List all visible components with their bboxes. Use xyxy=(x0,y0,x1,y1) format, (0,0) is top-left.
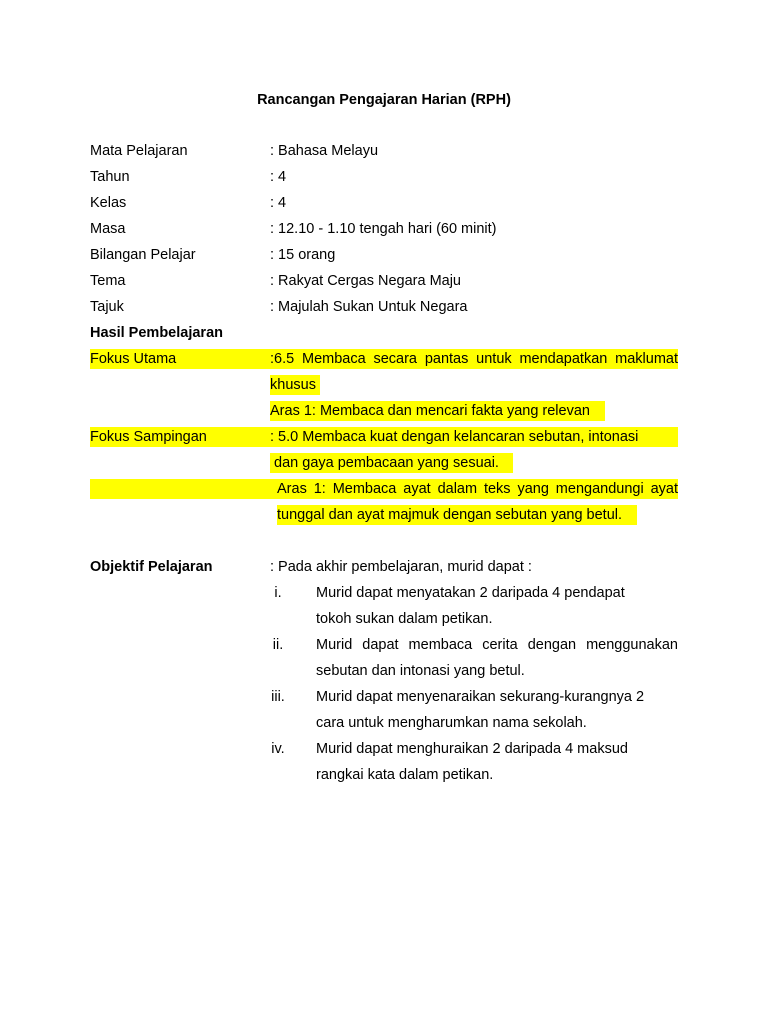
info-value: : 4 xyxy=(270,169,287,185)
info-value: : Majulah Sukan Untuk Negara xyxy=(270,299,468,315)
fokus-sampingan-line1: : 5.0 Membaca kuat dengan kelancaran sebutan, intonasi xyxy=(270,429,639,445)
objective-text-line1: Murid dapat membaca cerita dengan menggunakan xyxy=(316,637,678,653)
info-label: Tahun xyxy=(90,169,130,185)
info-value: : Rakyat Cergas Negara Maju xyxy=(270,273,461,289)
objektif-intro: : Pada akhir pembelajaran, murid dapat : xyxy=(270,559,532,575)
objective-text-line2: tokoh sukan dalam petikan. xyxy=(316,611,493,627)
document-title: Rancangan Pengajaran Harian (RPH) xyxy=(257,92,511,108)
fokus-sampingan-line4: tunggal dan ayat majmuk dengan sebutan yang betul. xyxy=(277,505,637,525)
fokus-sampingan-line2: dan gaya pembacaan yang sesuai. xyxy=(270,453,513,473)
objective-text-line2: cara untuk mengharumkan nama sekolah. xyxy=(316,715,587,731)
objective-text-line2: rangkai kata dalam petikan. xyxy=(316,767,494,783)
info-label: Kelas xyxy=(90,195,127,211)
info-label: Tema xyxy=(90,273,126,289)
objective-text-line2: sebutan dan intonasi yang betul. xyxy=(316,663,525,679)
objective-number: iv. xyxy=(271,741,285,757)
objective-text-line1: Murid dapat menyatakan 2 daripada 4 pendapat xyxy=(316,585,625,601)
info-value: : 4 xyxy=(270,195,287,211)
fokus-utama-line2: khusus xyxy=(270,375,320,395)
fokus-utama-label: Fokus Utama xyxy=(90,351,177,367)
info-label: Mata Pelajaran xyxy=(90,143,188,159)
objektif-label: Objektif Pelajaran xyxy=(90,559,213,575)
info-value: : 15 orang xyxy=(270,247,336,263)
fokus-sampingan-label: Fokus Sampingan xyxy=(90,429,207,445)
info-value: : Bahasa Melayu xyxy=(270,143,379,159)
objective-text-line1: Murid dapat menghuraikan 2 daripada 4 maksud xyxy=(316,741,628,757)
fokus-utama-line1: :6.5 Membaca secara pantas untuk mendapatkan maklumat xyxy=(270,351,678,367)
info-value: : 12.10 - 1.10 tengah hari (60 minit) xyxy=(270,221,497,237)
hasil-pembelajaran-heading: Hasil Pembelajaran xyxy=(90,325,223,341)
fokus-utama-line3: Aras 1: Membaca dan mencari fakta yang relevan xyxy=(270,401,605,421)
objective-number: ii. xyxy=(272,637,284,653)
objective-text-line1: Murid dapat menyenaraikan sekurang-kurangnya 2 xyxy=(316,689,645,705)
objective-number: iii. xyxy=(271,689,285,705)
fokus-sampingan-line3: Aras 1: Membaca ayat dalam teks yang mengandungi ayat xyxy=(277,481,678,497)
info-label: Masa xyxy=(90,221,126,237)
objective-number: i. xyxy=(274,585,282,601)
info-label: Bilangan Pelajar xyxy=(90,247,196,263)
info-label: Tajuk xyxy=(90,299,124,315)
